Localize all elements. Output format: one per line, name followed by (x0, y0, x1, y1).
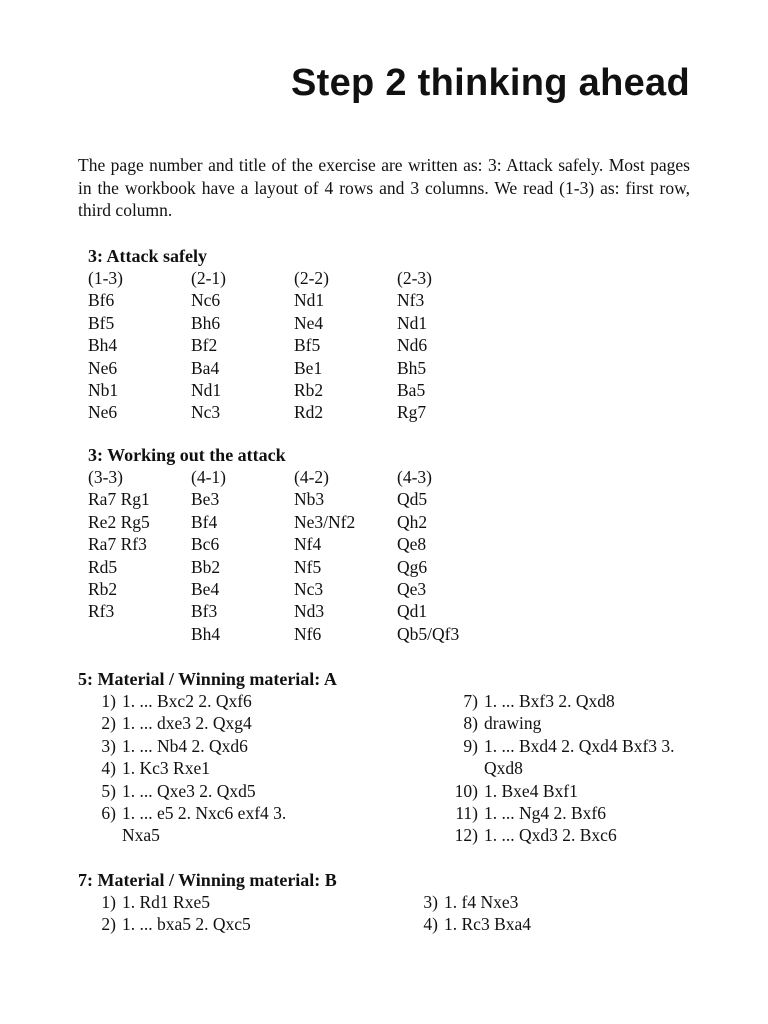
answer-text (116, 690, 416, 712)
answer-line: 1. ... e5 2. Nxc6 exf4 3. (122, 803, 287, 824)
move-cell: Rg7 (397, 402, 427, 423)
answer-number: 12) (454, 825, 478, 846)
move-cell: Ne6 (88, 402, 118, 423)
move-cell: Be4 (191, 578, 220, 599)
move-cell (88, 623, 191, 645)
answer-item (78, 802, 416, 847)
section-title: 3: Working out the attack (88, 445, 286, 465)
move-cell: Bh6 (191, 312, 221, 333)
move-cell: Qe8 (397, 534, 427, 555)
move-cell: Nf3 (397, 290, 425, 311)
answer-text (478, 780, 698, 802)
answer-item (416, 802, 698, 824)
move-cell: Nb1 (88, 379, 119, 400)
answer-line: 1. ... bxa5 2. Qxc5 (122, 914, 251, 935)
move-cell: Bb2 (191, 556, 221, 577)
move-cell: Bh5 (397, 357, 427, 378)
answer-text (116, 802, 416, 847)
move-cell: Bf5 (88, 312, 115, 333)
move-cell: Qg6 (397, 556, 428, 577)
move-cell: Nc3 (191, 402, 221, 423)
answer-item (416, 735, 698, 780)
answer-line: 1. ... Nb4 2. Qxd6 (122, 735, 248, 756)
move-cell: Qd1 (397, 601, 428, 622)
move-cell: Bh4 (191, 623, 221, 644)
answer-number: 2) (101, 713, 116, 734)
answers-winning-material-a (78, 668, 698, 847)
answer-line: 1. ... Bxf3 2. Qxd8 (484, 691, 615, 711)
section-attack-safely (88, 245, 500, 424)
move-cell: Qd5 (397, 489, 428, 510)
answers-title: 5: Material / Winning material: A (78, 669, 337, 689)
answer-line: Nxa5 (122, 825, 160, 846)
answer-text (116, 712, 416, 734)
answers-left-column (78, 690, 416, 847)
answer-line: 1. ... Qxd3 2. Bxc6 (484, 825, 617, 846)
answer-number: 1) (101, 691, 116, 711)
page-title: Step 2 thinking ahead (290, 62, 690, 104)
answers-title: 7: Material / Winning material: B (78, 870, 337, 890)
answer-line: drawing (484, 713, 542, 734)
move-cell: Ba4 (191, 357, 220, 378)
answer-number: 4) (423, 914, 438, 935)
move-cell: Nc3 (294, 578, 324, 599)
move-cell: Ra7 Rg1 (88, 489, 150, 510)
answer-number: 8) (463, 713, 478, 734)
move-cell: Nd1 (191, 379, 222, 400)
move-cell: Rb2 (294, 379, 324, 400)
answer-item (78, 913, 400, 935)
answer-number: 3) (423, 892, 438, 912)
answer-number: 4) (101, 758, 116, 779)
moves-grid (88, 466, 500, 645)
answer-item (78, 735, 416, 757)
answer-text (478, 690, 698, 712)
answer-item (416, 690, 698, 712)
move-cell: Ba5 (397, 379, 426, 400)
column-header: (3-3) (88, 467, 123, 487)
move-cell: Qh2 (397, 511, 428, 532)
move-cell: Nb3 (294, 489, 325, 510)
move-cell: Rb2 (88, 578, 118, 599)
answer-text (116, 891, 400, 913)
answers-right-column (416, 690, 698, 847)
move-cell: Nd3 (294, 601, 325, 622)
answer-item (400, 891, 698, 913)
answer-line: Qxd8 (484, 758, 523, 779)
answer-item (78, 712, 416, 734)
move-cell: Bf2 (191, 335, 218, 356)
move-cell: Nf5 (294, 556, 322, 577)
answers-right-column (400, 891, 698, 936)
answer-text (478, 802, 698, 824)
section-title: 3: Attack safely (88, 246, 207, 266)
answer-line: 1. Bxe4 Bxf1 (484, 780, 578, 801)
move-cell: Nf6 (294, 623, 322, 644)
move-cell: Nd6 (397, 335, 428, 356)
answer-number: 3) (101, 735, 116, 756)
move-cell: Bf3 (191, 601, 218, 622)
move-cell: Bf5 (294, 335, 321, 356)
answer-line: 1. ... Qxe3 2. Qxd5 (122, 780, 256, 801)
move-cell: Be1 (294, 357, 323, 378)
answers-winning-material-b (78, 869, 698, 936)
column-header: (2-2) (294, 268, 329, 288)
answer-line: 1. Rc3 Bxa4 (444, 914, 532, 935)
answer-item (78, 891, 400, 913)
answer-item (78, 757, 416, 779)
answer-text (478, 735, 698, 780)
move-cell: Nd1 (294, 290, 325, 311)
answer-text (116, 913, 400, 935)
move-cell: Qe3 (397, 578, 427, 599)
move-cell: Bh4 (88, 335, 118, 356)
column-header: (2-1) (191, 268, 226, 288)
answer-text (438, 891, 698, 913)
answer-number: 10) (454, 780, 478, 801)
move-cell: Re2 Rg5 (88, 511, 150, 532)
column-header: (4-3) (397, 467, 432, 487)
answer-item (400, 913, 698, 935)
answer-line: 1. Kc3 Rxe1 (122, 758, 210, 779)
move-cell: Rd2 (294, 402, 324, 423)
column-header: (1-3) (88, 268, 123, 288)
move-cell: Nc6 (191, 290, 221, 311)
answer-text (478, 712, 698, 734)
answer-item (78, 780, 416, 802)
answer-line: 1. ... Ng4 2. Bxf6 (484, 803, 607, 824)
column-header: (4-1) (191, 467, 226, 487)
answer-text (116, 757, 416, 779)
answer-text (438, 913, 698, 935)
answer-line: 1. ... Bxc2 2. Qxf6 (122, 691, 252, 711)
answers-left-column (78, 891, 400, 936)
answer-line: 1. f4 Nxe3 (444, 892, 519, 912)
answer-item (416, 780, 698, 802)
move-cell: Ra7 Rf3 (88, 534, 147, 555)
move-cell: Nd1 (397, 312, 428, 333)
answer-text (116, 780, 416, 802)
answer-text (116, 735, 416, 757)
intro-paragraph: The page number and title of the exercise are written as: 3: Attack safely. Most pages in the workbook have a layout of 4 rows and 3 columns. We read (1-3) as: first row, third column. (78, 155, 690, 220)
answer-number: 7) (463, 691, 478, 711)
answer-number: 6) (101, 803, 116, 824)
answer-item (416, 824, 698, 846)
move-cell: Rf3 (88, 601, 115, 622)
move-cell: Bf4 (191, 511, 218, 532)
move-cell: Ne4 (294, 312, 324, 333)
moves-grid (88, 267, 500, 424)
column-header: (4-2) (294, 467, 329, 487)
move-cell: Bf6 (88, 290, 115, 311)
move-cell: Ne3/Nf2 (294, 511, 356, 532)
answer-line: 1. Rd1 Rxe5 (122, 892, 210, 912)
move-cell: Ne6 (88, 357, 118, 378)
move-cell: Bc6 (191, 534, 220, 555)
move-cell: Rd5 (88, 556, 118, 577)
move-cell: Qb5/Qf3 (397, 623, 460, 644)
answer-line: 1. ... dxe3 2. Qxg4 (122, 713, 252, 734)
column-header: (2-3) (397, 268, 432, 288)
answer-item (78, 690, 416, 712)
answer-number: 1) (101, 892, 116, 912)
move-cell: Nf4 (294, 534, 322, 555)
answer-number: 5) (101, 780, 116, 801)
answer-number: 9) (463, 735, 478, 756)
answer-line: 1. ... Bxd4 2. Qxd4 Bxf3 3. (484, 735, 675, 756)
answer-number: 2) (101, 914, 116, 935)
section-working-out-attack (88, 444, 500, 645)
answer-text (478, 824, 698, 846)
answer-number: 11) (455, 803, 478, 824)
move-cell: Be3 (191, 489, 220, 510)
answer-item (416, 712, 698, 734)
